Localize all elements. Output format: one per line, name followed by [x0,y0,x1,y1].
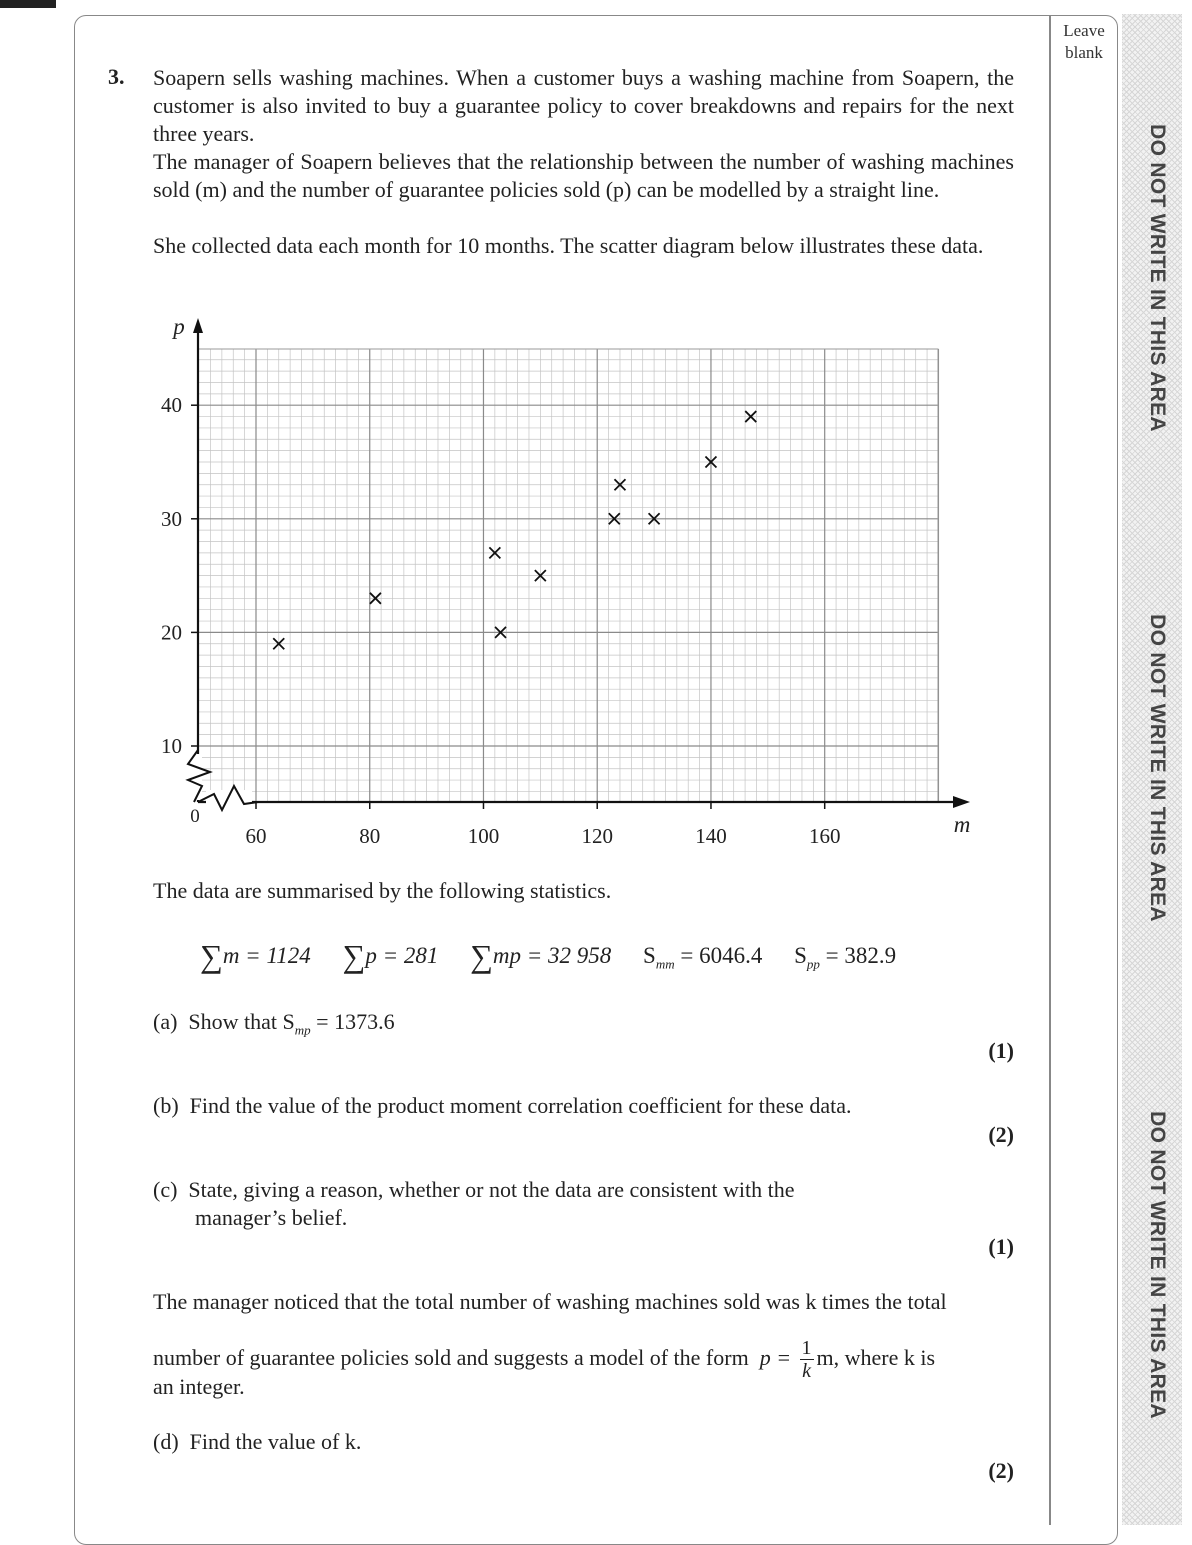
do-not-write-warning: DO NOT WRITE IN THIS AREA [1146,1111,1169,1419]
x-tick-label: 100 [467,824,500,848]
part-b: (b) Find the value of the product moment correlation coefficient for these data. [153,1093,852,1118]
model-formula-line: number of guarantee policies sold and suggests a model of the form p = $\frac{1}{k}$ m, where k is [153,1337,936,1383]
marks-b: (2) [988,1122,1014,1147]
stat-sum-mp: mp = 32 958 [492,943,612,968]
origin-label: 0 [190,806,200,827]
intro-paragraph: Soapern sells washing machines. When a customer buys a washing machine from Soapern, the customer is also invited to buy a guarantee policy to cover breakdowns and repairs for the next three years. [153,65,1014,146]
marks-c: (1) [988,1234,1014,1259]
part-d: (d) Find the value of k. [153,1429,362,1454]
stat-spp: $S_{pp} = 382.9$ [794,943,897,972]
x-tick-label: 160 [808,824,841,848]
intro-paragraph: The manager of Soapern believes that the relationship between the number of washing machines sold (m) and the number of guarantee policies sold (p) can be modelled by a straight line. [153,149,1014,202]
stat-sum-p: p = 281 [365,943,439,968]
question-number: 3. [108,64,125,89]
y-tick-label: 10 [161,734,182,758]
model-text: The manager noticed that the total number of washing machines sold was k times the total [153,1289,947,1314]
x-tick-label: 120 [581,824,613,848]
x-axis-label: m [953,812,971,837]
y-tick-label: 20 [161,620,182,645]
x-tick-label: 60 [245,824,267,848]
stat-sum-m: m = 1124 [222,943,311,968]
x-axis-arrowhead [953,796,970,808]
y-tick-label: 30 [161,506,182,531]
model-text-end: an integer. [153,1374,245,1399]
sigma-symbol: ∑ [470,938,493,974]
statistics-line [200,938,896,975]
summary-intro: The data are summarised by the following statistics. [153,878,612,903]
do-not-write-warning: DO NOT WRITE IN THIS AREA [1146,124,1169,432]
x-tick-label: 140 [695,824,727,848]
marks-d: (2) [988,1458,1014,1483]
intro-paragraph: She collected data each month for 10 months. The scatter diagram below illustrates these data. [153,233,984,258]
stat-smm: $S_{mm} = 6046.4$ [643,943,763,972]
marks-a: (1) [988,1038,1014,1063]
leave-blank-label: Leave blank [1063,21,1105,62]
part-c: (c) State, giving a reason, whether or not the data are consistent with the [153,1177,795,1202]
sigma-symbol: ∑ [200,938,223,974]
x-tick-label: 80 [359,824,381,848]
sigma-symbol: ∑ [342,938,366,974]
y-tick-label: 40 [161,393,182,418]
y-axis-arrowhead [193,318,203,333]
y-axis-label: p [173,314,185,339]
part-a: (a) Show that $S_{mp} = 1373.6$ [153,1009,395,1038]
do-not-write-warning: DO NOT WRITE IN THIS AREA [1146,614,1169,922]
part-c-continued: manager’s belief. [195,1205,348,1230]
fraction-one-over-k: $\frac{1}{k}$ [801,1337,812,1383]
